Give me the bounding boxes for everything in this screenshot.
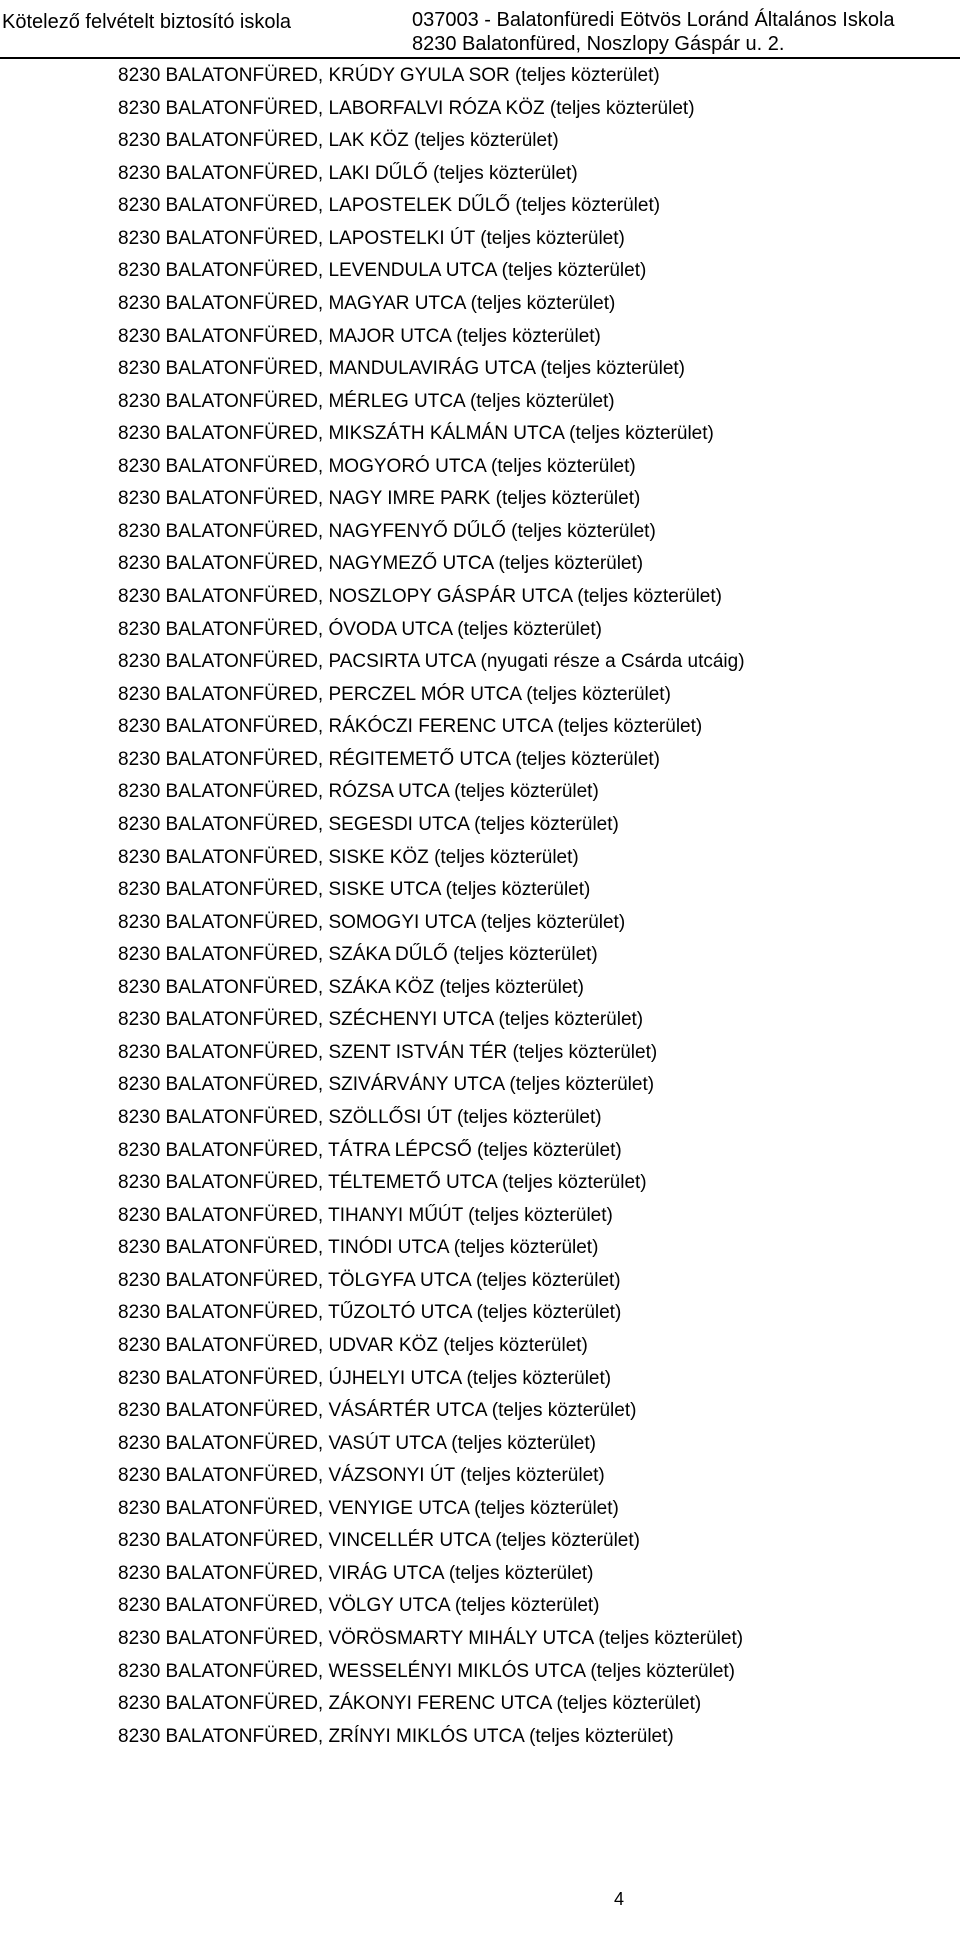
address-item: 8230 BALATONFÜRED, ZÁKONYI FERENC UTCA (teljes közterület) xyxy=(118,1693,702,1715)
address-item: 8230 BALATONFÜRED, VÖLGY UTCA (teljes közterület) xyxy=(118,1595,600,1617)
school-info xyxy=(412,8,895,56)
address-item: 8230 BALATONFÜRED, SZÁKA DŰLŐ (teljes közterület) xyxy=(118,944,598,966)
address-item: 8230 BALATONFÜRED, MAJOR UTCA (teljes közterület) xyxy=(118,325,601,347)
address-item: 8230 BALATONFÜRED, RÁKÓCZI FERENC UTCA (teljes közterület) xyxy=(118,716,703,738)
address-item: 8230 BALATONFÜRED, VENYIGE UTCA (teljes közterület) xyxy=(118,1497,619,1519)
address-item: 8230 BALATONFÜRED, LABORFALVI RÓZA KÖZ (teljes közterület) xyxy=(118,97,695,119)
address-item: 8230 BALATONFÜRED, NAGY IMRE PARK (teljes közterület) xyxy=(118,488,641,510)
page-number: 4 xyxy=(614,1889,625,1909)
address-item: 8230 BALATONFÜRED, ZRÍNYI MIKLÓS UTCA (teljes közterület) xyxy=(118,1725,674,1747)
address-item: 8230 BALATONFÜRED, SOMOGYI UTCA (teljes közterület) xyxy=(118,911,626,933)
address-list xyxy=(118,60,745,1753)
address-item: 8230 BALATONFÜRED, TINÓDI UTCA (teljes közterület) xyxy=(118,1237,599,1259)
address-item: 8230 BALATONFÜRED, TŰZOLTÓ UTCA (teljes közterület) xyxy=(118,1302,622,1324)
header-title: Kötelező felvételt biztosító iskola xyxy=(2,11,292,33)
address-item: 8230 BALATONFÜRED, SISKE KÖZ (teljes közterület) xyxy=(118,846,579,868)
address-item: 8230 BALATONFÜRED, SZÖLLŐSI ÚT (teljes közterület) xyxy=(118,1107,602,1128)
address-item: 8230 BALATONFÜRED, TÖLGYFA UTCA (teljes közterület) xyxy=(118,1269,621,1291)
school-address: 8230 Balatonfüred, Noszlopy Gáspár u. 2. xyxy=(412,33,785,55)
address-item: 8230 BALATONFÜRED, VÁZSONYI ÚT (teljes közterület) xyxy=(118,1465,605,1487)
address-item: 8230 BALATONFÜRED, TÉLTEMETŐ UTCA (teljes közterület) xyxy=(118,1172,647,1194)
address-item: 8230 BALATONFÜRED, KRÚDY GYULA SOR (teljes közterület) xyxy=(118,65,660,86)
address-item: 8230 BALATONFÜRED, MOGYORÓ UTCA (teljes közterület) xyxy=(118,455,636,477)
address-item: 8230 BALATONFÜRED, MÉRLEG UTCA (teljes közterület) xyxy=(118,390,615,412)
address-item: 8230 BALATONFÜRED, VASÚT UTCA (teljes közterület) xyxy=(118,1432,596,1454)
address-item: 8230 BALATONFÜRED, MANDULAVIRÁG UTCA (teljes közterület) xyxy=(118,358,685,380)
address-item: 8230 BALATONFÜRED, WESSELÉNYI MIKLÓS UTCA (teljes közterület) xyxy=(118,1660,735,1682)
address-item: 8230 BALATONFÜRED, TÁTRA LÉPCSŐ (teljes közterület) xyxy=(118,1139,622,1161)
address-item: 8230 BALATONFÜRED, SEGESDI UTCA (teljes közterület) xyxy=(118,813,619,835)
address-item: 8230 BALATONFÜRED, SZENT ISTVÁN TÉR (teljes közterület) xyxy=(118,1041,658,1063)
address-item: 8230 BALATONFÜRED, ÓVODA UTCA (teljes közterület) xyxy=(118,618,602,640)
address-item: 8230 BALATONFÜRED, VINCELLÉR UTCA (teljes közterület) xyxy=(118,1530,640,1552)
address-item: 8230 BALATONFÜRED, LAKI DŰLŐ (teljes közterület) xyxy=(118,162,578,184)
address-item: 8230 BALATONFÜRED, MAGYAR UTCA (teljes közterület) xyxy=(118,292,616,314)
address-item: 8230 BALATONFÜRED, NAGYFENYŐ DŰLŐ (teljes közterület) xyxy=(118,520,656,542)
address-item: 8230 BALATONFÜRED, RÉGITEMETŐ UTCA (teljes közterület) xyxy=(118,748,660,770)
address-item: 8230 BALATONFÜRED, VIRÁG UTCA (teljes közterület) xyxy=(118,1562,594,1584)
school-name: 037003 - Balatonfüredi Eötvös Loránd Általános Iskola xyxy=(412,9,895,31)
address-item: 8230 BALATONFÜRED, SISKE UTCA (teljes közterület) xyxy=(118,879,591,901)
header-divider xyxy=(0,57,960,59)
address-item: 8230 BALATONFÜRED, VÁSÁRTÉR UTCA (teljes közterület) xyxy=(118,1400,637,1422)
address-item: 8230 BALATONFÜRED, VÖRÖSMARTY MIHÁLY UTCA (teljes közterület) xyxy=(118,1628,744,1649)
address-item: 8230 BALATONFÜRED, PACSIRTA UTCA (nyugati része a Csárda utcáig) xyxy=(118,651,745,673)
address-item: 8230 BALATONFÜRED, ÚJHELYI UTCA (teljes közterület) xyxy=(118,1367,612,1389)
address-item: 8230 BALATONFÜRED, NOSZLOPY GÁSPÁR UTCA (teljes közterület) xyxy=(118,586,722,607)
address-item: 8230 BALATONFÜRED, MIKSZÁTH KÁLMÁN UTCA (teljes közterület) xyxy=(118,423,714,445)
address-item: 8230 BALATONFÜRED, PERCZEL MÓR UTCA (teljes közterület) xyxy=(118,683,671,705)
address-item: 8230 BALATONFÜRED, UDVAR KÖZ (teljes közterület) xyxy=(118,1334,588,1356)
address-item: 8230 BALATONFÜRED, NAGYMEZŐ UTCA (teljes közterület) xyxy=(118,553,644,575)
address-item: 8230 BALATONFÜRED, LAK KÖZ (teljes közterület) xyxy=(118,130,559,152)
address-item: 8230 BALATONFÜRED, RÓZSA UTCA (teljes közterület) xyxy=(118,781,599,803)
address-item: 8230 BALATONFÜRED, LAPOSTELKI ÚT (teljes közterület) xyxy=(118,227,625,249)
address-item: 8230 BALATONFÜRED, SZIVÁRVÁNY UTCA (teljes közterület) xyxy=(118,1074,655,1096)
address-item: 8230 BALATONFÜRED, SZÁKA KÖZ (teljes közterület) xyxy=(118,976,585,998)
address-item: 8230 BALATONFÜRED, SZÉCHENYI UTCA (teljes közterület) xyxy=(118,1009,644,1031)
address-item: 8230 BALATONFÜRED, LEVENDULA UTCA (teljes közterület) xyxy=(118,260,647,282)
address-item: 8230 BALATONFÜRED, TIHANYI MŰÚT (teljes közterület) xyxy=(118,1204,613,1226)
page-header xyxy=(0,0,960,62)
address-item: 8230 BALATONFÜRED, LAPOSTELEK DŰLŐ (teljes közterület) xyxy=(118,195,661,217)
